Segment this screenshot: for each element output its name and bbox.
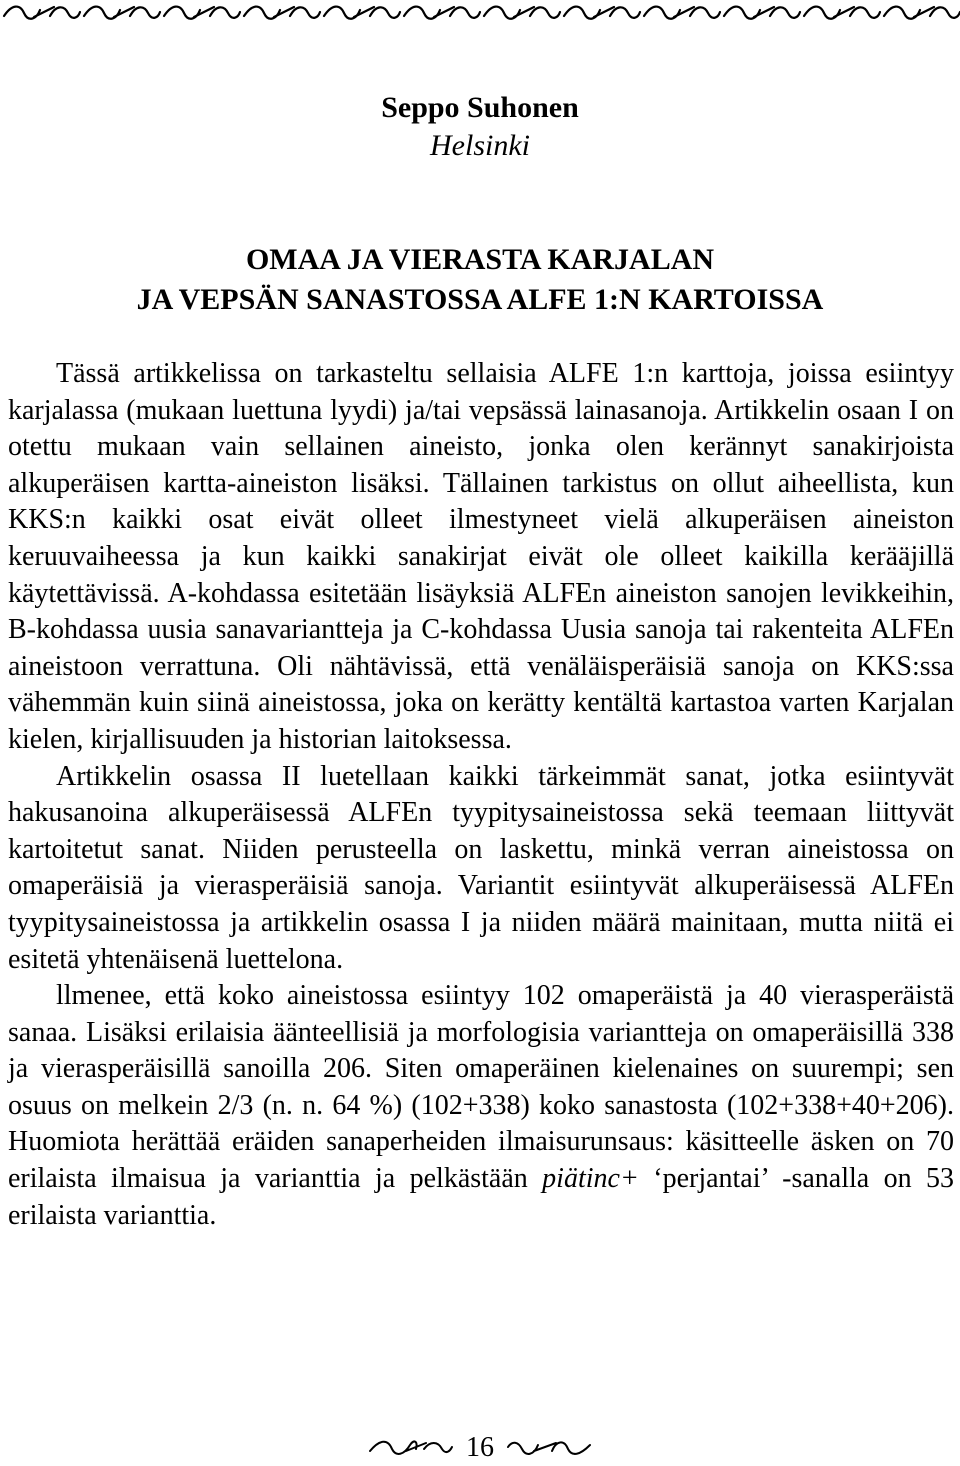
author-name: Seppo Suhonen [381,91,579,124]
author-affiliation: Helsinki [430,129,530,162]
border-flourish-segment [564,7,640,19]
border-flourish-segment [4,7,80,19]
border-flourish-segment [804,7,880,19]
article-title [0,240,960,320]
decorative-border-ornament [0,2,960,24]
border-flourish-segment [324,7,400,19]
border-flourish-segment [164,7,240,19]
article-body [8,356,954,1234]
body-paragraph-1: Tässä artikkelissa on tarkasteltu sellaisia ALFE 1:n karttoja, joissa esiintyy karjalassa (mukaan luettuna lyydi) ja/tai vepsässä lainasanoja. Artikkelin osaan I on otettu mukaan vain sellainen aineisto, jonka olen kerännyt sanakirjoista alkuperäisen kartta-aineiston lisäksi. Tällainen tarkistus on ollut aiheellista, kun KKS:n kaikki osat eivät olleet ilmestyneet vielä alkuperäisen aineiston keruuvaiheessa ja kun kaikki sanakirjat eivät ole olleet kaikilla kerääjillä käytettävissä. A-kohdassa esitetään lisäyksiä ALFEn aineiston sanojen levikkeihin, B-kohdassa uusia sanavariantteja ja C-kohdassa Uusia sanoja tai rakenteita ALFEn aineistoon verrattuna. Oli nähtävissä, että venäläisperäisiä sanoja on KKS:ssa vähemmän kuin siinä aineistossa, joka on kerätty kentältä kartastoa varten Karjalan kielen, kirjallisuuden ja historian laitoksessa. [8,358,954,755]
border-flourish-segment [884,7,960,19]
body-paragraph-2: Artikkelin osassa II luetellaan kaikki tärkeimmät sanat, jotka esiintyvät hakusanoina alkuperäisessä ALFEn tyypitysaineistossa sekä teemaan liittyvät kartoitetut sanat. Niiden perusteella on laskettu, minkä verran aineistossa on omaperäisiä ja vierasperäisiä sanoja. Variantit esiintyvät alkuperäisessä ALFEn tyypitysaineistossa ja artikkelin osassa I ja niiden määrä mainitaan, mutta niitä ei esitetä yhtenäisenä luettelona. [8,760,954,975]
paragraph-3-text-before: llmenee, että koko aineistossa esiintyy 102 omaperäistä ja 40 vierasperäistä sanaa. Lisäksi erilaisia äänteellisiä ja morfologisia variantteja on omaperäisillä 338 ja vierasperäisillä sanoilla 206. Siten omaperäinen kielenaines on suurempi; sen osuus on melkein 2/3 (n. n. 64 %) (102+338) koko sanastosta (102+338+40+206). Huomiota herättää eräiden sanaperheiden ilmaisurunsaus: käsitteelle äsken on 70 erilaista ilmaisua ja varianttia ja pelkästään [8,980,954,1195]
border-flourish-segment [724,7,800,19]
border-flourish-segment [644,7,720,19]
article-title-line-2: JA VEPSÄN SANASTOSSA ALFE 1:N KARTOISSA [136,283,824,316]
article-title-line-1: OMAA JA VIERASTA KARJALAN [245,243,715,276]
page-footer [0,1430,960,1466]
right-flourish-icon [504,1437,594,1459]
body-paragraph-3 [8,978,954,1234]
left-flourish-icon [366,1437,456,1459]
italic-word: piätinc+ [542,1163,639,1195]
paragraph-3-text-after: ‘perjantai’ -sanalla on 53 erilaista varianttia. [8,1163,955,1231]
border-flourish-segment [404,7,480,19]
border-flourish-segment [484,7,560,19]
page-number: 16 [466,1432,494,1463]
border-flourish-segment [84,7,160,19]
border-flourish-segment [244,7,320,19]
